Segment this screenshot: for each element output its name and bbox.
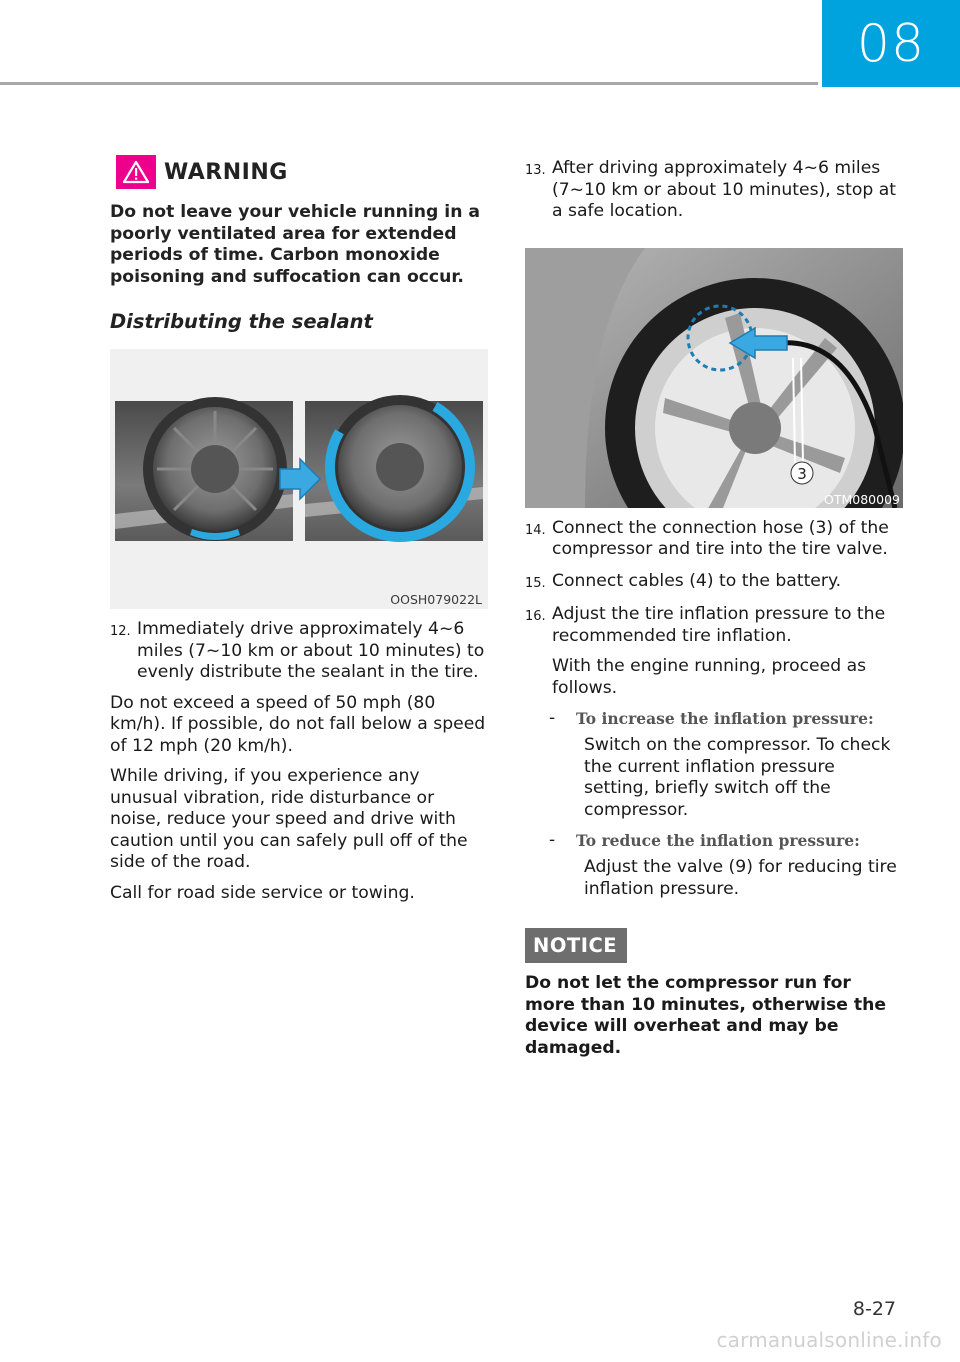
step-item <box>525 518 905 561</box>
paragraph: Call for road side service or towing. <box>110 882 415 903</box>
section-title: Distributing the sealant <box>110 310 373 333</box>
paragraph: Do not exceed a speed of 50 mph (80 km/h). If possible, do not fall below a speed of 12 mph (20 km/h). <box>110 692 486 756</box>
warning-header <box>110 150 488 194</box>
warning-title: WARNING <box>164 159 288 185</box>
page-number: 8-27 <box>852 1298 896 1320</box>
bullet-body: Switch on the compressor. To check the current inflation pressure setting, briefly switch off the compressor. <box>584 735 891 820</box>
sealant-distribution-figure <box>110 349 488 609</box>
bullet-body: Adjust the valve (9) for reducing tire inflation pressure. <box>584 857 897 899</box>
step-sub-paragraph: With the engine running, proceed as follows. <box>552 656 867 698</box>
figure-caption: OTM080009 <box>824 491 900 507</box>
step-text: Connect the connection hose (3) of the compressor and tire into the tire valve. <box>552 517 889 559</box>
compressor-hose-figure <box>525 248 903 508</box>
step-number: 14. <box>525 522 546 538</box>
paragraph: While driving, if you experience any unusual vibration, ride disturbance or noise, reduce your speed and drive with caution until you can safely pull off of the side of the road. <box>110 766 468 872</box>
callout-3-label: 3 <box>797 464 807 483</box>
step-number: 15. <box>525 575 546 591</box>
step-item <box>525 604 905 647</box>
notice-badge: NOTICE <box>525 928 627 963</box>
step-item <box>525 158 905 223</box>
bullet-dash: - <box>549 830 556 850</box>
right-column <box>525 158 905 1059</box>
chapter-tab: 08 <box>822 0 960 87</box>
step-number: 13. <box>525 163 546 178</box>
left-column <box>110 150 488 904</box>
watermark: carmanualsonline.info <box>716 1328 942 1352</box>
notice-text: Do not let the compressor run for more than 10 minutes, otherwise the device will overheat and may be damaged. <box>525 973 887 1058</box>
step-number: 12. <box>110 624 131 639</box>
bullet-label: To increase the inflation pressure: <box>576 709 874 728</box>
bullet-item <box>549 708 905 729</box>
warning-text: Do not leave your vehicle running in a poorly ventilated area for extended periods of time. Carbon monoxide poisoning and suffocation can occur. <box>110 202 481 287</box>
step-text: Connect cables (4) to the battery. <box>552 570 842 591</box>
step-number: 16. <box>525 609 546 624</box>
step-text: Immediately drive approximately 4~6 miles (7~10 km or about 10 minutes) to evenly distribute the sealant in the tire. <box>137 619 485 682</box>
figure-caption: OOSH079022L <box>390 592 482 607</box>
header-rule <box>0 82 818 85</box>
step-item <box>110 619 488 684</box>
step-text: After driving approximately 4~6 miles (7~10 km or about 10 minutes), stop at a safe location. <box>552 158 897 221</box>
step-item <box>525 571 905 595</box>
warning-triangle-icon <box>116 155 156 189</box>
bullet-item <box>549 830 905 851</box>
bullet-label: To reduce the inflation pressure: <box>576 831 860 850</box>
bullet-dash: - <box>549 708 556 728</box>
step-text: Adjust the tire inflation pressure to the recommended tire inflation. <box>552 604 886 646</box>
